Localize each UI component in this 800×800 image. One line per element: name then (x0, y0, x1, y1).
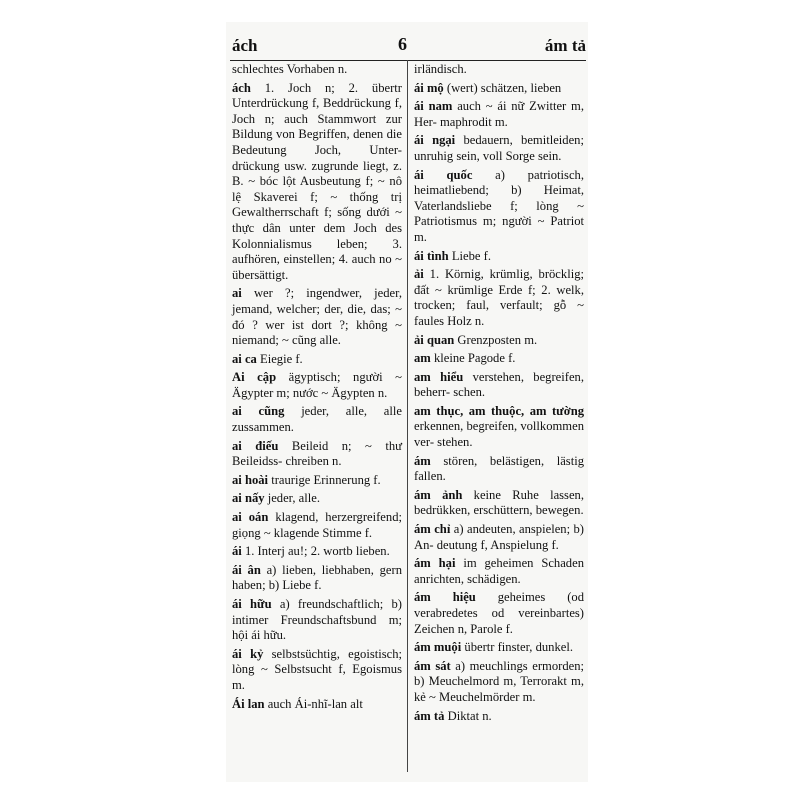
dictionary-entry: ám stören, belästigen, lästig fallen. (414, 453, 584, 484)
page-header (226, 30, 588, 60)
headword: ái ngại (414, 133, 456, 148)
dictionary-entry: ai hoài traurige Erinnerung f. (232, 472, 381, 487)
headword: ai hoài (232, 472, 269, 487)
headword: ái ân (232, 562, 261, 577)
dictionary-entry: ải 1. Körnig, krümlig, bröcklig; đất ~ krümlige Erde f; 2. welk, trocken; faul, verfault; gỗ ~ faules Holz n. (414, 267, 584, 328)
headword: ai cũng (232, 404, 285, 419)
dictionary-entry: ái mộ (wert) schätzen, lieben (414, 80, 562, 95)
dictionary-entry: ai cũng jeder, alle, alle zussammen. (232, 404, 402, 435)
header-right-guideword: ám tả (544, 36, 586, 55)
headword: ám sát (414, 658, 451, 673)
dictionary-entry: ai điếu Beileid n; ~ thư Beileidss- chreiben n. (232, 438, 402, 469)
headword: ái mộ (414, 80, 444, 95)
page-number: 6 (398, 34, 407, 54)
left-column (232, 62, 402, 715)
dictionary-entry: ái ân a) lieben, liebhaben, gern haben; b) Liebe f. (232, 562, 402, 593)
dictionary-entry: ám muội übertr finster, dunkel. (414, 640, 573, 655)
headword: ai ca (232, 351, 257, 366)
dictionary-entry: ám ảnh keine Ruhe lassen, bedrükken, erschüttern, bewegen. (414, 487, 584, 518)
headword: ám muội (414, 640, 462, 655)
dictionary-entry: ám tả Diktat n. (414, 708, 492, 723)
headword: ám ảnh (414, 487, 463, 502)
headword: ái tình (414, 248, 449, 263)
dictionary-entry: am hiểu verstehen, begreifen, beherr- schen. (414, 369, 584, 400)
dictionary-entry: ách 1. Joch n; 2. übertr Unterdrückung f, Beddrückung f, Joch n; auch Stammwort zur Bildung von Begriffen, denen die Bedeutung Joch, Unter- drückung usw. zugrunde liegt, z. B. ~ bóc lột Ausbeutung f; ~ nô lệ Skaverei f; ~ thống trị Gewaltherrschaft f; sống dưới ~ thực dân unter dem Joch des Kolonnialismus leben; 3. aufhören, einstellen; 4. auch no ~ übersättigt. (232, 80, 402, 282)
headword: ái hữu (232, 597, 272, 611)
headword: Ai cập (232, 370, 277, 385)
dictionary-entry: ai wer ?; ingendwer, jeder, jemand, welcher; der, die, das; ~ đó ? wer ist dort ?; không ~ niemand; ~ cũng alle. (232, 286, 402, 348)
dictionary-entry: ái quốc a) patriotisch, heimatliebend; b) Heimat, Vaterlandsliebe f; lòng ~ Patriotismus m; người ~ Patriot m. (414, 167, 584, 244)
dictionary-entry: ải quan Grenzposten m. (414, 332, 538, 347)
dictionary-entry: ái tình Liebe f. (414, 248, 491, 263)
header-left-guideword: ách (232, 36, 258, 55)
headword: ai nấy (232, 491, 265, 506)
headword: ách (232, 80, 251, 95)
header-rule (230, 60, 586, 61)
column-divider (407, 60, 408, 772)
dictionary-entry: am kleine Pagode f. (414, 351, 516, 366)
dictionary-entry: ám sát a) meuchlings ermorden; b) Meuchelmord m, Terrorakt m, kẻ ~ Meuchelmörder m. (414, 658, 584, 704)
dictionary-entry: ám hiệu geheimes (od verabredetes od vereinbartes) Zeichen n, Parole f. (414, 590, 584, 636)
dictionary-entry: Ai cập ägyptisch; người ~ Ägypter m; nước ~ Ägypten n. (232, 370, 402, 400)
headword: Ái lan (232, 696, 265, 711)
headword: ái nam (414, 99, 453, 114)
dictionary-entry: schlechtes Vorhaben n. (232, 62, 348, 76)
dictionary-entry: ai nấy jeder, alle. (232, 491, 320, 506)
dictionary-entry: ái nam auch ~ ái nữ Zwitter m, Her- maphrodit m. (414, 99, 584, 129)
dictionary-entry: ái kỷ selbstsüchtig, egoistisch; lòng ~ Selbstsucht f, Egoismus m. (232, 646, 403, 692)
dictionary-entry: ái ngại bedauern, bemitleiden; unruhig sein, voll Sorge sein. (414, 133, 584, 163)
headword: ám (414, 453, 431, 468)
headword: am (414, 351, 431, 366)
dictionary-entry: ái hữu a) freundschaftlich; b) intimer Freundschaftsbund m; hội ái hữu. (232, 597, 402, 643)
headword: ám chỉ (414, 522, 451, 537)
dictionary-entry: Ái lan auch Ái-nhĩ-lan alt (232, 696, 363, 711)
headword: ái kỷ (232, 646, 264, 661)
dictionary-entry: irländisch. (414, 62, 467, 76)
headword: am thục, am thuộc, am tường (414, 403, 584, 418)
headword: ám tả (414, 708, 445, 723)
dictionary-entry: ai ca Eiegie f. (232, 351, 303, 366)
dictionary-entry: ám chỉ a) andeuten, anspielen; b) An- deutung f, Anspielung f. (414, 522, 584, 552)
headword: ám hiệu (414, 590, 476, 605)
headword: ai điếu (232, 438, 279, 453)
headword: ái (232, 544, 242, 559)
headword: ải quan (414, 332, 455, 347)
dictionary-entry: ái 1. Interj au!; 2. wortb lieben. (232, 544, 390, 559)
headword: ải (414, 267, 424, 282)
headword: ai oán (232, 510, 269, 525)
headword: am hiểu (414, 369, 464, 384)
headword: ám hại (414, 556, 456, 571)
headword: ai (232, 286, 242, 301)
headword: ái quốc (414, 167, 473, 182)
dictionary-entry: am thục, am thuộc, am tường erkennen, begreifen, vollkommen ver- stehen. (414, 403, 584, 450)
dictionary-entry: ai oán klagend, herzergreifend; giọng ~ klagende Stimme f. (232, 510, 402, 540)
right-column (414, 62, 584, 727)
dictionary-entry: ám hại im geheimen Schaden anrichten, schädigen. (414, 556, 584, 586)
